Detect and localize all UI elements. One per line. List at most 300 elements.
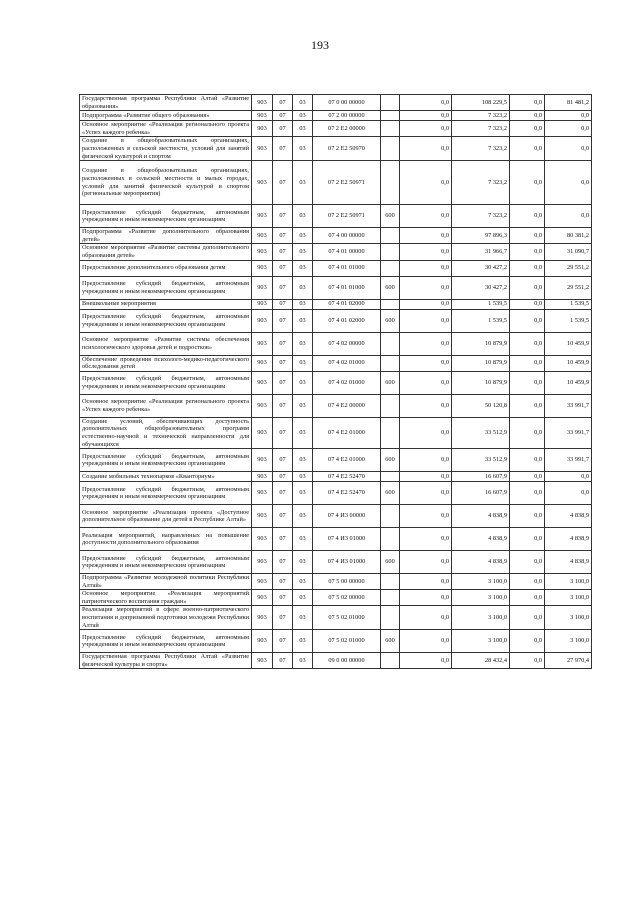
cell-v4: 10 459,9 xyxy=(545,355,592,371)
cell-v1: 0,0 xyxy=(400,299,452,309)
cell-sub: 03 xyxy=(293,228,313,244)
cell-v2: 16 607,9 xyxy=(452,472,510,482)
cell-v2: 4 838,9 xyxy=(452,551,510,574)
cell-csr: 07 2 E2 50970 xyxy=(313,137,381,161)
cell-csr: 07 5 00 00000 xyxy=(313,574,381,590)
table-row xyxy=(80,309,592,332)
cell-name: Предоставление субсидий бюджетным, автономным учреждениям и иным некоммерческим организациям xyxy=(80,205,252,228)
cell-v4: 0,0 xyxy=(545,121,592,137)
cell-sub: 03 xyxy=(293,371,313,394)
cell-sub: 03 xyxy=(293,528,313,551)
cell-sec: 07 xyxy=(273,276,293,299)
cell-v3: 0,0 xyxy=(510,528,545,551)
cell-vr xyxy=(381,260,400,276)
cell-v4: 29 551,2 xyxy=(545,260,592,276)
cell-name: Основное мероприятие «Реализация регионального проекта «Успех каждого ребенка» xyxy=(80,121,252,137)
cell-v2: 50 120,8 xyxy=(452,394,510,417)
cell-adm: 903 xyxy=(252,355,273,371)
cell-adm: 903 xyxy=(252,137,273,161)
cell-v2: 97 896,3 xyxy=(452,228,510,244)
cell-v4: 3 100,0 xyxy=(545,630,592,653)
cell-sub: 03 xyxy=(293,260,313,276)
cell-v3: 0,0 xyxy=(510,95,545,111)
cell-v3: 0,0 xyxy=(510,228,545,244)
cell-v2: 16 607,9 xyxy=(452,482,510,505)
table-row xyxy=(80,161,592,205)
cell-csr: 07 4 И3 00000 xyxy=(313,505,381,528)
cell-adm: 903 xyxy=(252,551,273,574)
cell-csr: 07 4 01 02000 xyxy=(313,309,381,332)
cell-sec: 07 xyxy=(273,121,293,137)
cell-vr: 600 xyxy=(381,205,400,228)
cell-v4: 10 459,9 xyxy=(545,371,592,394)
cell-vr xyxy=(381,121,400,137)
cell-v4: 3 100,0 xyxy=(545,574,592,590)
cell-sec: 07 xyxy=(273,161,293,205)
cell-sec: 07 xyxy=(273,299,293,309)
table-row xyxy=(80,371,592,394)
table-row xyxy=(80,630,592,653)
cell-adm: 903 xyxy=(252,528,273,551)
cell-adm: 903 xyxy=(252,244,273,260)
cell-v2: 7 323,2 xyxy=(452,137,510,161)
cell-v2: 10 879,9 xyxy=(452,332,510,355)
cell-name: Реализация мероприятий в сфере военно-патриотического воспитания и допризывной подготовки молодежи Республики Алтай xyxy=(80,606,252,630)
cell-sub: 03 xyxy=(293,137,313,161)
cell-v4: 10 459,9 xyxy=(545,332,592,355)
table-row xyxy=(80,606,592,630)
cell-v3: 0,0 xyxy=(510,417,545,448)
cell-csr: 07 0 00 00000 xyxy=(313,95,381,111)
cell-v2: 7 323,2 xyxy=(452,121,510,137)
cell-name: Основное мероприятие «Реализация регионального проекта «Успех каждого ребенка» xyxy=(80,394,252,417)
cell-v4: 1 539,5 xyxy=(545,299,592,309)
cell-v1: 0,0 xyxy=(400,394,452,417)
cell-v2: 30 427,2 xyxy=(452,260,510,276)
cell-vr: 600 xyxy=(381,449,400,472)
cell-v1: 0,0 xyxy=(400,244,452,260)
cell-name: Подпрограмма «Развитие общего образования» xyxy=(80,111,252,121)
cell-v1: 0,0 xyxy=(400,528,452,551)
cell-v1: 0,0 xyxy=(400,205,452,228)
cell-sub: 03 xyxy=(293,355,313,371)
table-row xyxy=(80,449,592,472)
cell-csr: 07 4 И3 01000 xyxy=(313,528,381,551)
cell-v1: 0,0 xyxy=(400,276,452,299)
cell-sec: 07 xyxy=(273,590,293,606)
table-row xyxy=(80,355,592,371)
cell-adm: 903 xyxy=(252,371,273,394)
cell-sub: 03 xyxy=(293,653,313,669)
cell-vr xyxy=(381,228,400,244)
cell-name: Предоставление субсидий бюджетным, автономным учреждениям и иным некоммерческим организациям xyxy=(80,551,252,574)
cell-name: Подпрограмма «Развитие молодежной политики Республики Алтай» xyxy=(80,574,252,590)
cell-vr xyxy=(381,574,400,590)
cell-adm: 903 xyxy=(252,121,273,137)
cell-v4: 0,0 xyxy=(545,482,592,505)
cell-v1: 0,0 xyxy=(400,260,452,276)
cell-adm: 903 xyxy=(252,630,273,653)
cell-vr: 600 xyxy=(381,551,400,574)
cell-v1: 0,0 xyxy=(400,653,452,669)
cell-vr xyxy=(381,505,400,528)
cell-vr xyxy=(381,472,400,482)
cell-csr: 07 4 E2 01000 xyxy=(313,417,381,448)
table-body xyxy=(80,95,592,669)
cell-v3: 0,0 xyxy=(510,309,545,332)
cell-v4: 3 100,0 xyxy=(545,590,592,606)
table-row xyxy=(80,244,592,260)
cell-sub: 03 xyxy=(293,630,313,653)
cell-name: Государственная программа Республики Алтай «Развитие образования» xyxy=(80,95,252,111)
cell-v2: 7 323,2 xyxy=(452,111,510,121)
cell-adm: 903 xyxy=(252,332,273,355)
cell-csr: 07 4 02 00000 xyxy=(313,332,381,355)
cell-sub: 03 xyxy=(293,574,313,590)
cell-sec: 07 xyxy=(273,417,293,448)
table-row xyxy=(80,205,592,228)
cell-v4: 4 838,9 xyxy=(545,528,592,551)
cell-sub: 03 xyxy=(293,244,313,260)
cell-v1: 0,0 xyxy=(400,371,452,394)
table-row xyxy=(80,332,592,355)
cell-adm: 903 xyxy=(252,228,273,244)
cell-name: Основное мероприятие «Развитие системы обеспечения психологического здоровья детей и подростков» xyxy=(80,332,252,355)
cell-v3: 0,0 xyxy=(510,121,545,137)
cell-v1: 0,0 xyxy=(400,590,452,606)
cell-adm: 903 xyxy=(252,505,273,528)
cell-sec: 07 xyxy=(273,260,293,276)
cell-sub: 03 xyxy=(293,332,313,355)
cell-v1: 0,0 xyxy=(400,606,452,630)
cell-csr: 07 4 E2 52470 xyxy=(313,472,381,482)
cell-sub: 03 xyxy=(293,472,313,482)
cell-v3: 0,0 xyxy=(510,371,545,394)
cell-adm: 903 xyxy=(252,472,273,482)
cell-sec: 07 xyxy=(273,137,293,161)
cell-csr: 07 4 E2 00000 xyxy=(313,394,381,417)
cell-v1: 0,0 xyxy=(400,355,452,371)
cell-v3: 0,0 xyxy=(510,137,545,161)
cell-adm: 903 xyxy=(252,111,273,121)
cell-sec: 07 xyxy=(273,309,293,332)
cell-vr xyxy=(381,394,400,417)
cell-csr: 07 4 01 00000 xyxy=(313,244,381,260)
cell-sub: 03 xyxy=(293,309,313,332)
cell-sec: 07 xyxy=(273,653,293,669)
cell-sec: 07 xyxy=(273,111,293,121)
cell-v1: 0,0 xyxy=(400,111,452,121)
table-row xyxy=(80,121,592,137)
table-row xyxy=(80,528,592,551)
cell-vr xyxy=(381,606,400,630)
cell-sec: 07 xyxy=(273,505,293,528)
cell-adm: 903 xyxy=(252,417,273,448)
cell-name: Создание в общеобразовательных организациях, расположенных в сельской местности, условий для занятий физической культурой и спортом xyxy=(80,137,252,161)
cell-v3: 0,0 xyxy=(510,205,545,228)
cell-sec: 07 xyxy=(273,332,293,355)
cell-v3: 0,0 xyxy=(510,276,545,299)
cell-name: Создание в общеобразовательных организациях, расположенных в сельской местности и малых городах, условий для занятий физической культурой и спортом (региональные мероприятия) xyxy=(80,161,252,205)
cell-adm: 903 xyxy=(252,260,273,276)
cell-csr: 07 4 И3 01000 xyxy=(313,551,381,574)
cell-adm: 903 xyxy=(252,590,273,606)
cell-v1: 0,0 xyxy=(400,137,452,161)
cell-v2: 7 323,2 xyxy=(452,161,510,205)
table-row xyxy=(80,417,592,448)
cell-adm: 903 xyxy=(252,95,273,111)
table-row xyxy=(80,137,592,161)
cell-sec: 07 xyxy=(273,630,293,653)
cell-v4: 4 838,9 xyxy=(545,551,592,574)
cell-v2: 33 512,9 xyxy=(452,417,510,448)
cell-v4: 33 991,7 xyxy=(545,394,592,417)
cell-sub: 03 xyxy=(293,505,313,528)
cell-name: Предоставление субсидий бюджетным, автономным учреждениям и иным некоммерческим организациям xyxy=(80,309,252,332)
cell-v3: 0,0 xyxy=(510,355,545,371)
cell-v2: 4 838,9 xyxy=(452,505,510,528)
cell-adm: 903 xyxy=(252,574,273,590)
cell-v2: 3 100,0 xyxy=(452,630,510,653)
cell-vr xyxy=(381,95,400,111)
cell-sec: 07 xyxy=(273,528,293,551)
cell-v4: 0,0 xyxy=(545,161,592,205)
cell-name: Создание мобильных технопарков «Кванториум» xyxy=(80,472,252,482)
cell-name: Подпрограмма «Развитие дополнительного образования детей» xyxy=(80,228,252,244)
cell-v2: 108 229,5 xyxy=(452,95,510,111)
cell-name: Основное мероприятие «Развитие системы дополнительного образования детей» xyxy=(80,244,252,260)
cell-sub: 03 xyxy=(293,590,313,606)
cell-csr: 07 5 02 01000 xyxy=(313,630,381,653)
cell-vr: 600 xyxy=(381,309,400,332)
cell-v3: 0,0 xyxy=(510,482,545,505)
cell-sec: 07 xyxy=(273,449,293,472)
cell-sec: 07 xyxy=(273,606,293,630)
cell-v1: 0,0 xyxy=(400,630,452,653)
cell-sec: 07 xyxy=(273,355,293,371)
cell-vr xyxy=(381,111,400,121)
table-row xyxy=(80,574,592,590)
cell-csr: 07 4 E2 01000 xyxy=(313,449,381,472)
cell-sec: 07 xyxy=(273,482,293,505)
cell-vr xyxy=(381,244,400,260)
cell-v2: 33 512,9 xyxy=(452,449,510,472)
cell-v2: 30 427,2 xyxy=(452,276,510,299)
cell-v2: 7 323,2 xyxy=(452,205,510,228)
cell-csr: 07 4 01 01000 xyxy=(313,276,381,299)
cell-v4: 31 090,7 xyxy=(545,244,592,260)
cell-v4: 0,0 xyxy=(545,111,592,121)
cell-v1: 0,0 xyxy=(400,95,452,111)
cell-name: Основное мероприятие «Реализация проекта «Доступное дополнительное образование для детей в Республике Алтай» xyxy=(80,505,252,528)
cell-v4: 3 100,0 xyxy=(545,606,592,630)
cell-v3: 0,0 xyxy=(510,630,545,653)
cell-csr: 07 2 00 00000 xyxy=(313,111,381,121)
cell-name: Внешкольные мероприятия xyxy=(80,299,252,309)
cell-v3: 0,0 xyxy=(510,394,545,417)
cell-csr: 09 0 00 00000 xyxy=(313,653,381,669)
cell-v2: 31 966,7 xyxy=(452,244,510,260)
cell-v4: 80 381,2 xyxy=(545,228,592,244)
cell-v4: 0,0 xyxy=(545,472,592,482)
cell-adm: 903 xyxy=(252,276,273,299)
cell-v1: 0,0 xyxy=(400,505,452,528)
cell-v3: 0,0 xyxy=(510,244,545,260)
cell-vr xyxy=(381,355,400,371)
cell-csr: 07 2 E2 50971 xyxy=(313,161,381,205)
cell-name: Государственная программа Республики Алтай «Развитие физической культуры и спорта» xyxy=(80,653,252,669)
cell-v3: 0,0 xyxy=(510,574,545,590)
cell-v1: 0,0 xyxy=(400,309,452,332)
cell-v4: 0,0 xyxy=(545,137,592,161)
cell-vr xyxy=(381,161,400,205)
table-row xyxy=(80,394,592,417)
cell-sub: 03 xyxy=(293,299,313,309)
cell-sub: 03 xyxy=(293,606,313,630)
cell-v1: 0,0 xyxy=(400,574,452,590)
cell-vr xyxy=(381,137,400,161)
budget-table xyxy=(79,94,592,669)
cell-v1: 0,0 xyxy=(400,417,452,448)
cell-vr: 600 xyxy=(381,276,400,299)
cell-adm: 903 xyxy=(252,205,273,228)
cell-sub: 03 xyxy=(293,161,313,205)
cell-adm: 903 xyxy=(252,309,273,332)
table-row xyxy=(80,111,592,121)
cell-v2: 1 539,5 xyxy=(452,309,510,332)
cell-adm: 903 xyxy=(252,482,273,505)
cell-adm: 903 xyxy=(252,161,273,205)
cell-v1: 0,0 xyxy=(400,121,452,137)
cell-sec: 07 xyxy=(273,244,293,260)
cell-v3: 0,0 xyxy=(510,161,545,205)
cell-v4: 33 991,7 xyxy=(545,417,592,448)
table-row xyxy=(80,228,592,244)
table-row xyxy=(80,260,592,276)
cell-sub: 03 xyxy=(293,417,313,448)
cell-name: Предоставление субсидий бюджетным, автономным учреждениям и иным некоммерческим организациям xyxy=(80,630,252,653)
cell-v4: 0,0 xyxy=(545,205,592,228)
cell-v2: 1 539,5 xyxy=(452,299,510,309)
cell-sub: 03 xyxy=(293,449,313,472)
cell-v3: 0,0 xyxy=(510,505,545,528)
cell-name: Предоставление субсидий бюджетным, автономным учреждениям и иным некоммерческим организациям xyxy=(80,449,252,472)
cell-sec: 07 xyxy=(273,472,293,482)
table-row xyxy=(80,276,592,299)
cell-v3: 0,0 xyxy=(510,472,545,482)
cell-v1: 0,0 xyxy=(400,332,452,355)
cell-v1: 0,0 xyxy=(400,472,452,482)
cell-v4: 29 551,2 xyxy=(545,276,592,299)
cell-v3: 0,0 xyxy=(510,111,545,121)
cell-vr xyxy=(381,653,400,669)
cell-vr xyxy=(381,417,400,448)
cell-v4: 1 539,5 xyxy=(545,309,592,332)
table-row xyxy=(80,95,592,111)
cell-v2: 28 432,4 xyxy=(452,653,510,669)
cell-v3: 0,0 xyxy=(510,449,545,472)
cell-v2: 3 100,0 xyxy=(452,574,510,590)
cell-csr: 07 4 00 00000 xyxy=(313,228,381,244)
cell-vr: 600 xyxy=(381,482,400,505)
cell-v4: 33 991,7 xyxy=(545,449,592,472)
cell-v2: 10 879,9 xyxy=(452,355,510,371)
cell-csr: 07 2 E2 00000 xyxy=(313,121,381,137)
cell-v4: 27 970,4 xyxy=(545,653,592,669)
cell-sec: 07 xyxy=(273,205,293,228)
cell-v1: 0,0 xyxy=(400,482,452,505)
cell-sec: 07 xyxy=(273,228,293,244)
cell-v2: 3 100,0 xyxy=(452,606,510,630)
cell-vr xyxy=(381,332,400,355)
cell-csr: 07 4 01 01000 xyxy=(313,260,381,276)
cell-v2: 4 838,9 xyxy=(452,528,510,551)
cell-sub: 03 xyxy=(293,111,313,121)
table-row xyxy=(80,482,592,505)
cell-v3: 0,0 xyxy=(510,260,545,276)
cell-name: Предоставление дополнительного образования детям xyxy=(80,260,252,276)
table-row xyxy=(80,472,592,482)
cell-name: Предоставление субсидий бюджетным, автономным учреждениям и иным некоммерческим организациям xyxy=(80,276,252,299)
cell-adm: 903 xyxy=(252,299,273,309)
cell-sec: 07 xyxy=(273,95,293,111)
cell-v1: 0,0 xyxy=(400,551,452,574)
cell-csr: 07 4 02 01000 xyxy=(313,355,381,371)
cell-adm: 903 xyxy=(252,653,273,669)
cell-csr: 07 2 E2 50971 xyxy=(313,205,381,228)
table-row xyxy=(80,590,592,606)
cell-v2: 3 100,0 xyxy=(452,590,510,606)
cell-sub: 03 xyxy=(293,121,313,137)
cell-v3: 0,0 xyxy=(510,332,545,355)
cell-csr: 07 4 E2 52470 xyxy=(313,482,381,505)
table-row xyxy=(80,505,592,528)
table-row xyxy=(80,653,592,669)
cell-name: Основное мероприятие «Реализация мероприятий патриотического воспитания граждан» xyxy=(80,590,252,606)
cell-sub: 03 xyxy=(293,276,313,299)
cell-name: Реализация мероприятий, направленных на повышение доступности дополнительного образования xyxy=(80,528,252,551)
cell-sec: 07 xyxy=(273,551,293,574)
cell-name: Предоставление субсидий бюджетным, автономным учреждениям и иным некоммерческим организациям xyxy=(80,371,252,394)
cell-sub: 03 xyxy=(293,482,313,505)
cell-sub: 03 xyxy=(293,95,313,111)
cell-vr xyxy=(381,590,400,606)
cell-adm: 903 xyxy=(252,449,273,472)
cell-v3: 0,0 xyxy=(510,299,545,309)
cell-name: Предоставление субсидий бюджетным, автономным учреждениям и иным некоммерческим организациям xyxy=(80,482,252,505)
cell-adm: 903 xyxy=(252,394,273,417)
cell-v4: 4 838,9 xyxy=(545,505,592,528)
page-number: 193 xyxy=(311,38,329,52)
cell-sec: 07 xyxy=(273,371,293,394)
cell-sec: 07 xyxy=(273,574,293,590)
cell-vr xyxy=(381,528,400,551)
table-row xyxy=(80,299,592,309)
cell-v4: 81 481,2 xyxy=(545,95,592,111)
cell-sub: 03 xyxy=(293,551,313,574)
cell-sub: 03 xyxy=(293,205,313,228)
cell-vr: 600 xyxy=(381,630,400,653)
cell-adm: 903 xyxy=(252,606,273,630)
table-row xyxy=(80,551,592,574)
cell-csr: 07 5 02 00000 xyxy=(313,590,381,606)
cell-name: Обеспечение проведения психолого-медико-педагогического обследования детей xyxy=(80,355,252,371)
cell-v1: 0,0 xyxy=(400,449,452,472)
cell-v3: 0,0 xyxy=(510,606,545,630)
cell-vr xyxy=(381,299,400,309)
cell-vr: 600 xyxy=(381,371,400,394)
cell-sec: 07 xyxy=(273,394,293,417)
